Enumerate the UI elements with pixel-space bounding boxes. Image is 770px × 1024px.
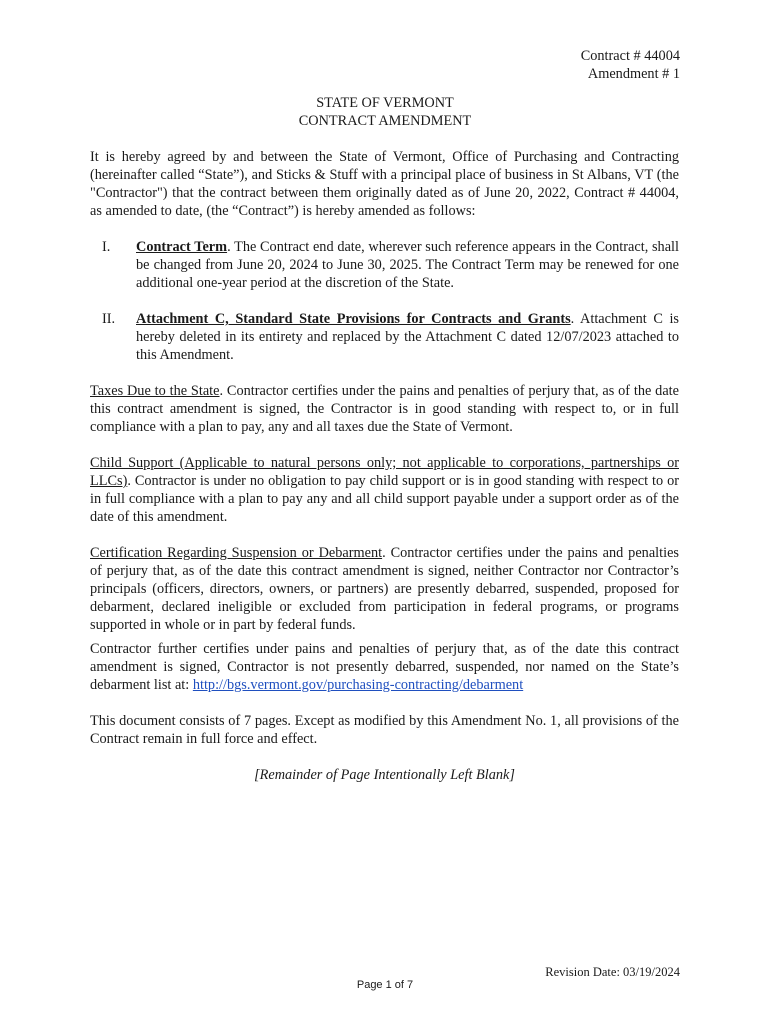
revision-date: Revision Date: 03/19/2024 [545,965,680,979]
title-amendment: CONTRACT AMENDMENT [298,113,472,129]
item-number: I. [102,239,111,255]
item-heading: Attachment C, Standard State Provisions for Contracts and Grants [136,311,571,327]
remainder-note: [Remainder of Page Intentionally Left Blank] [254,767,515,783]
taxes-heading: Taxes Due to the State [90,383,220,399]
item-text: . Attachment C is hereby deleted in its entirety and replaced by the Attachment C dated 12/07/2023 attached to this Amendment. [136,311,679,363]
item-content [136,310,679,364]
page-number: Page 1 of 7 [356,979,414,991]
title-state: STATE OF VERMONT [316,95,454,111]
further-certification [90,640,679,694]
taxes-text: . Contractor certifies under the pains and penalties of perjury that, as of the date this contract amendment is signed, the Contractor is in good standing with respect to, or in full compliance with a plan to pay, any and all taxes due the State of Vermont. [90,383,679,435]
item-heading: Contract Term [136,239,228,255]
contract-header [581,47,680,83]
amendment-number: Amendment # 1 [587,66,680,82]
pages-note: This document consists of 7 pages. Except as modified by this Amendment No. 1, all provisions of the Contract remain in full force and effect. [90,713,679,747]
certification-section [90,544,679,634]
amendment-item [90,238,679,292]
certification-heading: Certification Regarding Suspension or Debarment [90,545,383,561]
item-number: II. [102,311,116,327]
child-support-text: . Contractor is under no obligation to pay child support or is in good standing with respect to or in full compliance with a plan to pay any and all child support payable under a support order as of the date of this amendment. [90,473,679,525]
debarment-link[interactable]: http://bgs.vermont.gov/purchasing-contracting/debarment [192,677,524,693]
item-content [136,238,679,292]
document-body [90,148,679,784]
contract-number: Contract # 44004 [580,48,680,64]
further-text: Contractor further certifies under pains and penalties of perjury that, as of the date this contract amendment is signed, Contractor is not presently debarred, suspended, nor named on the State’s debarment list at: [90,641,679,693]
intro-paragraph: It is hereby agreed by and between the State of Vermont, Office of Purchasing and Contracting (hereinafter called “State”), and Sticks & Stuff with a principal place of business in St Albans, VT (the "Contractor") that the contract between them originally dated as of June 20, 2022, Contract # 44004, as amended to date, (the “Contract”) is hereby amended as follows: [90,149,679,219]
child-support-heading: Child Support (Applicable to natural persons only; not applicable to corporations, partnerships or LLCs) [90,455,679,489]
child-support-section [90,454,679,526]
item-text: . The Contract end date, wherever such reference appears in the Contract, shall be changed from June 20, 2024 to June 30, 2025. The Contract Term may be renewed for one additional one-year period at the discretion of the State. [136,239,679,291]
amendment-item [90,310,679,364]
certification-text: . Contractor certifies under the pains and penalties of perjury that, as of the date this contract amendment is signed, neither Contractor nor Contractor’s principals (officers, directors, owners, or partners) are presently debarred, suspended, proposed for debarment, declared ineligible or excluded from participation in federal programs, or programs supported in whole or in part by federal funds. [90,545,679,633]
document-title [0,94,770,130]
taxes-section [90,382,679,436]
